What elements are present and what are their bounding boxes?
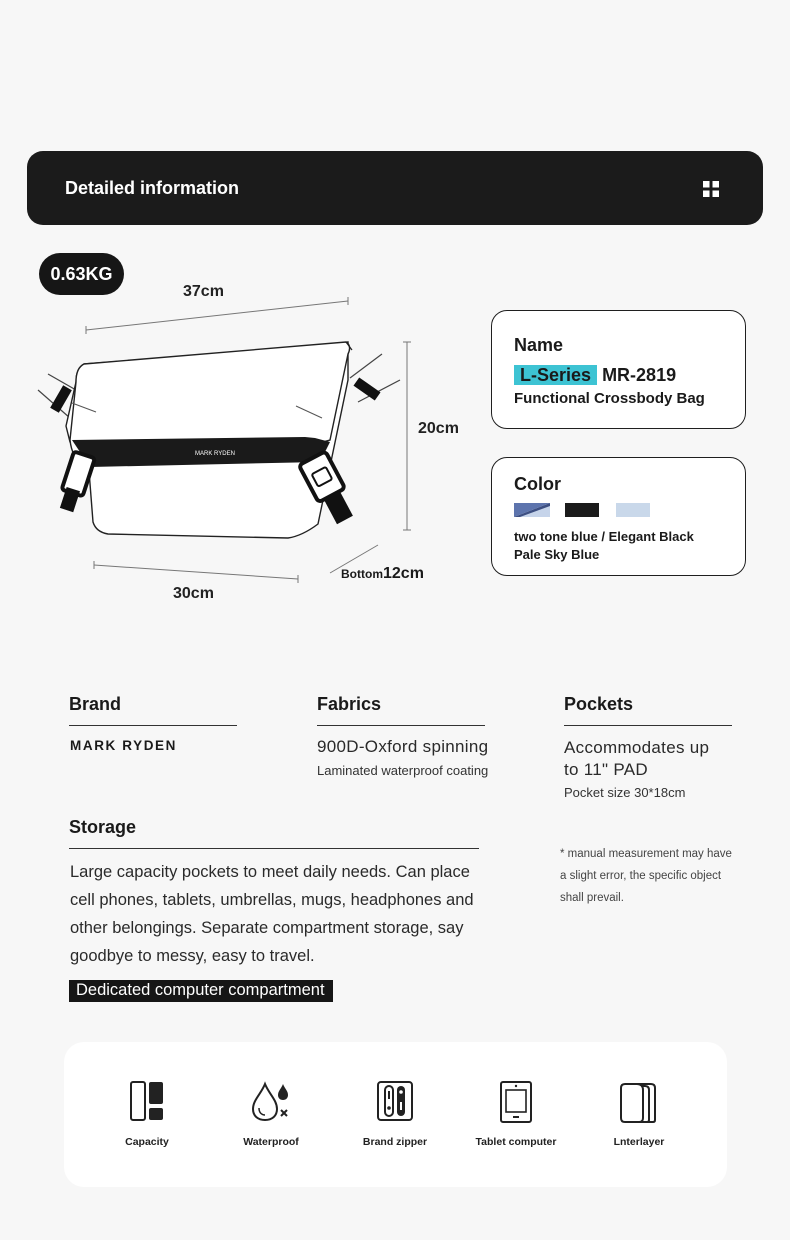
zipper-icon	[375, 1080, 415, 1124]
capacity-icon	[127, 1080, 167, 1124]
color-names-line1: two tone blue / Elegant Black	[514, 529, 694, 544]
pockets-sub: Pocket size 30*18cm	[564, 785, 686, 800]
computer-compartment-tag: Dedicated computer compartment	[69, 980, 333, 1002]
name-card	[491, 310, 746, 429]
feature-label: Tablet computer	[475, 1136, 557, 1148]
feature-label: Waterproof	[243, 1136, 299, 1148]
pockets-main	[564, 737, 709, 781]
model-line	[514, 365, 676, 386]
section-title: Detailed information	[65, 178, 240, 198]
note-line1: * manual measurement may have	[560, 848, 732, 860]
feature-label: Capacity	[125, 1136, 169, 1148]
color-names-line2: Pale Sky Blue	[514, 547, 600, 562]
product-name: Functional Crossbody Bag	[514, 390, 705, 407]
pockets-main-line1: Accommodates up	[564, 738, 710, 757]
brand-divider	[69, 725, 237, 726]
pockets-title: Pockets	[564, 694, 634, 714]
color-card	[491, 457, 746, 576]
bottom-label: Bottom	[341, 567, 383, 581]
waterproof-icon	[249, 1080, 293, 1124]
interlayer-icon	[617, 1080, 661, 1124]
bag-brand-mark: MARK RYDEN	[195, 451, 235, 457]
fabrics-main: 900D-Oxford spinning	[317, 737, 489, 756]
dimension-bottom-depth	[341, 565, 424, 583]
feature-label: Lnterlayer	[613, 1136, 665, 1148]
section-header	[27, 151, 763, 225]
name-card-title: Name	[514, 335, 564, 355]
swatch-two-tone-blue	[514, 503, 550, 517]
feature-tablet-computer	[461, 1080, 571, 1148]
grid-icon	[703, 181, 719, 197]
fabrics-sub: Laminated waterproof coating	[317, 763, 489, 778]
brand-title: Brand	[69, 694, 122, 714]
feature-waterproof	[216, 1080, 326, 1148]
storage-body: Large capacity pockets to meet daily needs. Can place cell phones, tablets, umbrellas, mugs, headphones and other belongings. Separate compartment storage, say goodbye to messy, easy to travel.	[70, 863, 474, 965]
color-names	[514, 528, 694, 564]
feature-capacity	[92, 1080, 202, 1148]
series-highlight: L-Series	[514, 365, 597, 385]
storage-title: Storage	[69, 817, 137, 837]
tablet-icon	[496, 1080, 536, 1124]
fabrics-divider	[317, 725, 485, 726]
dimension-height: 20cm	[418, 420, 459, 437]
feature-label: Brand zipper	[362, 1136, 428, 1148]
note-line3: shall prevail.	[560, 892, 624, 904]
feature-brand-zipper	[340, 1080, 450, 1148]
swatch-pale-sky-blue	[616, 503, 650, 517]
model-number: MR-2819	[602, 365, 677, 385]
pockets-divider	[564, 725, 732, 726]
storage-divider	[69, 848, 479, 849]
note-line2: a slight error, the specific object	[560, 870, 722, 882]
measurement-note	[560, 843, 732, 909]
color-card-title: Color	[514, 474, 561, 494]
brand-logo: MARK RYDEN	[70, 738, 177, 753]
bottom-depth-value: 12cm	[383, 565, 424, 582]
pockets-main-line2: to 11" PAD	[564, 760, 648, 779]
dimension-width-bottom: 30cm	[173, 585, 214, 602]
weight-badge: 0.63KG	[39, 253, 124, 295]
swatch-elegant-black	[565, 503, 599, 517]
fabrics-title: Fabrics	[317, 694, 382, 714]
feature-interlayer	[584, 1080, 694, 1148]
feature-panel	[64, 1042, 727, 1187]
bag-diagram	[30, 290, 490, 600]
dimension-width-top: 37cm	[183, 283, 224, 300]
